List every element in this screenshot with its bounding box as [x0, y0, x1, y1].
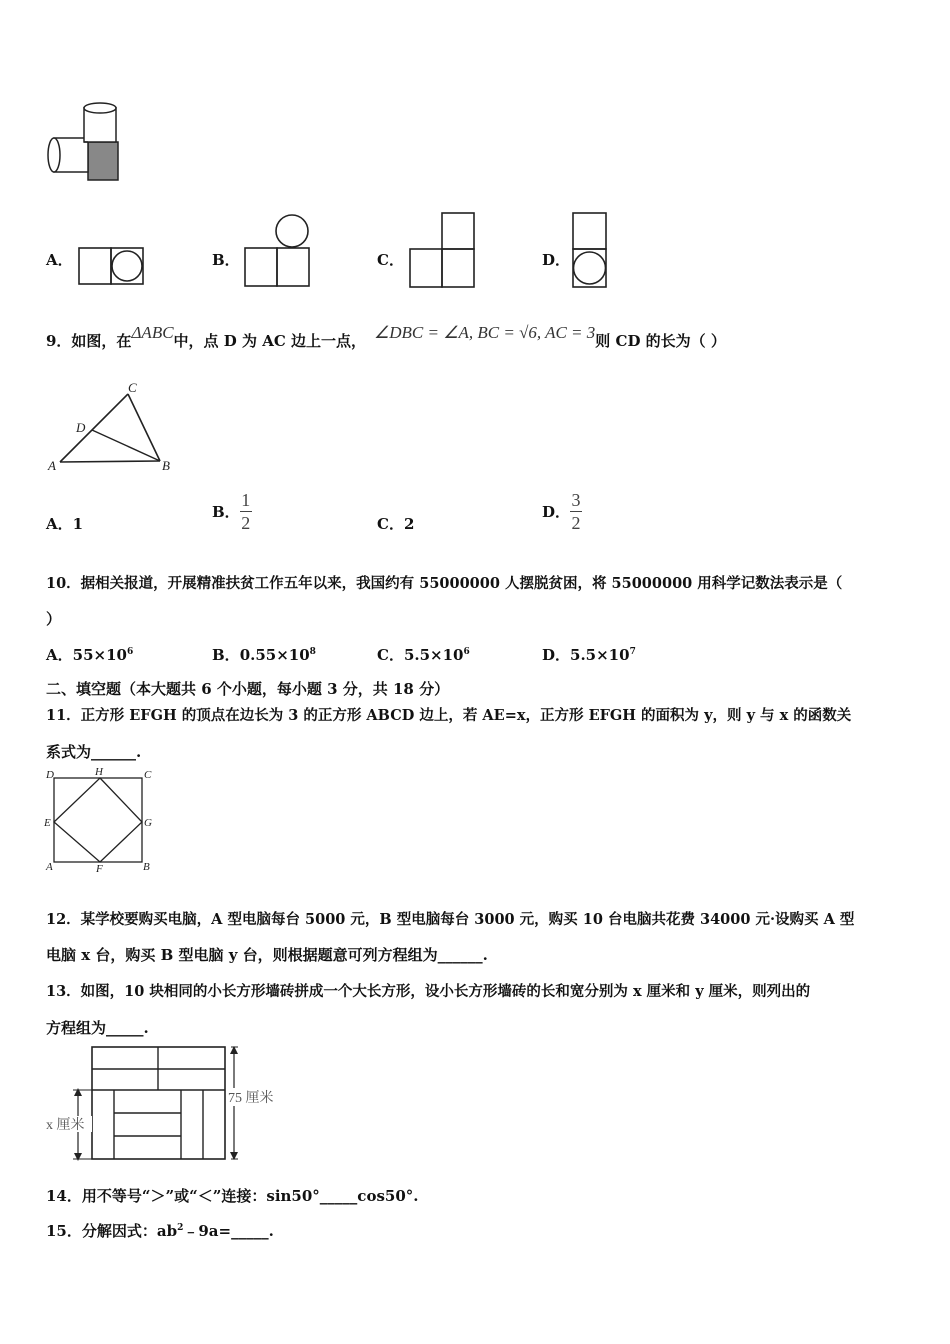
- q10-option-a-exp: 6: [126, 647, 134, 657]
- q9-option-b-numerator: 1: [241, 489, 251, 510]
- q9-option-d-denominator: 2: [571, 512, 581, 533]
- q9-middle: 中，点 D 为 AC 边上一点，: [173, 332, 367, 350]
- q8-option-a-figure: [78, 246, 144, 286]
- q11-square-figure: [40, 764, 160, 876]
- q9-condition: ∠DBC = ∠A, BC = √6, AC = 3: [374, 323, 596, 342]
- q11-label-c: C: [144, 769, 152, 781]
- q11-label-f: F: [96, 863, 103, 875]
- q8-option-a-label: A．: [46, 251, 73, 269]
- q8-solid-figure: [44, 100, 128, 182]
- q10-option-b-label: B．: [212, 646, 240, 664]
- q8-option-d-label: D．: [542, 251, 571, 269]
- q9-option-d-numerator: 3: [571, 489, 581, 510]
- q10-option-d-label: D．: [542, 646, 571, 664]
- q9-prefix: 9．如图，在: [46, 332, 132, 350]
- q13-label-75: 75 厘米: [228, 1091, 274, 1106]
- q10-option-c-exp: 6: [463, 647, 470, 657]
- q10-option-b: [212, 644, 316, 665]
- q11-label-a: A: [46, 861, 53, 873]
- q9-suffix: 则 CD 的长为（ ）: [595, 332, 726, 350]
- q14-text: 14．用不等号“＞”或“＜”连接：sin50°_____cos50°.: [46, 1187, 419, 1205]
- q10-option-b-exp: 8: [309, 647, 316, 657]
- q10-option-c: [377, 644, 470, 665]
- q11-label-d: D: [46, 769, 54, 781]
- q11-label-b: B: [143, 861, 150, 873]
- q11-label-h: H: [95, 766, 103, 778]
- q9-label-b: B: [162, 458, 170, 473]
- q11-line2: 系式为______.: [46, 743, 142, 761]
- q10-option-a-base: 55×10: [72, 646, 127, 664]
- q10-option-a: [46, 644, 133, 665]
- q10-option-c-base: 5.5×10: [403, 646, 464, 664]
- q13-bricks-figure: [40, 1042, 290, 1166]
- q9-option-b-fraction: [240, 490, 252, 533]
- section-2-title: 二、填空题（本大题共 6 个小题，每小题 3 分，共 18 分）: [46, 680, 450, 698]
- q9-option-b: [212, 487, 252, 535]
- q9-option-c-value: 2: [403, 515, 415, 533]
- q9-option-a-value: 1: [72, 515, 84, 533]
- q9-option-d-label: D．: [542, 502, 571, 521]
- q9-option-b-denominator: 2: [241, 512, 251, 533]
- q10-option-b-base: 0.55×10: [239, 646, 310, 664]
- q9-triangle: ΔABC: [131, 323, 174, 342]
- q11-label-e: E: [44, 817, 51, 829]
- q9-label-d: D: [76, 420, 86, 435]
- q10-line2: ）: [46, 610, 62, 628]
- q9-option-c-label: C．: [377, 515, 404, 533]
- q9-option-c: [377, 513, 414, 534]
- q12-line1: 12．某学校要购买电脑，A 型电脑每台 5000 元，B 型电脑每台 3000 元，购买 10 台电脑共花费 34000 元·设购买 A 型: [46, 911, 855, 928]
- q9-option-a-label: A．: [46, 515, 73, 533]
- q9-label-c: C: [128, 380, 137, 395]
- q10-option-c-label: C．: [377, 646, 404, 664]
- q9-option-b-label: B．: [212, 502, 240, 521]
- q8-option-c-figure: [406, 211, 476, 289]
- q8-option-c-label: C．: [377, 251, 404, 269]
- q9-option-d-fraction: [570, 490, 582, 533]
- q10-option-d: [542, 644, 636, 665]
- q10-option-d-base: 5.5×10: [570, 646, 630, 664]
- q9-stem: [46, 324, 726, 358]
- q8-option-b-figure: [243, 210, 311, 288]
- q15-text: [46, 1220, 274, 1241]
- q11-line1: 11．正方形 EFGH 的顶点在边长为 3 的正方形 ABCD 边上，若 AE=x，正方形 EFGH 的面积为 y，则 y 与 x 的函数关: [46, 707, 852, 724]
- q10-line1: 10．据相关报道，开展精准扶贫工作五年以来，我国约有 55000000 人摆脱贫困，将 55000000 用科学记数法表示是（: [46, 575, 843, 592]
- q8-option-b-label: B．: [212, 251, 240, 269]
- q9-option-d: [542, 487, 582, 535]
- q9-label-a: A: [48, 458, 56, 473]
- q11-label-g: G: [144, 817, 152, 829]
- q10-option-d-exp: 7: [629, 647, 636, 657]
- q9-option-a: [46, 513, 83, 534]
- q8-option-d-figure: [571, 211, 609, 289]
- q13-line2: 方程组为_____.: [46, 1019, 149, 1037]
- q15-exponent: 2: [177, 1223, 184, 1233]
- q12-line2: 电脑 x 台，购买 B 型电脑 y 台，则根据题意可列方程组为______.: [46, 946, 488, 964]
- q10-option-a-label: A．: [46, 646, 73, 664]
- q13-label-x: x 厘米: [46, 1118, 85, 1133]
- q15-suffix: ﹣9a=_____.: [183, 1222, 274, 1240]
- q9-triangle-figure: [44, 378, 180, 474]
- q15-prefix: 15．分解因式：ab: [46, 1222, 178, 1240]
- q13-line1: 13．如图，10 块相同的小长方形墙砖拼成一个大长方形，设小长方形墙砖的长和宽分别为 x 厘米和 y 厘米，则列出的: [46, 983, 811, 1000]
